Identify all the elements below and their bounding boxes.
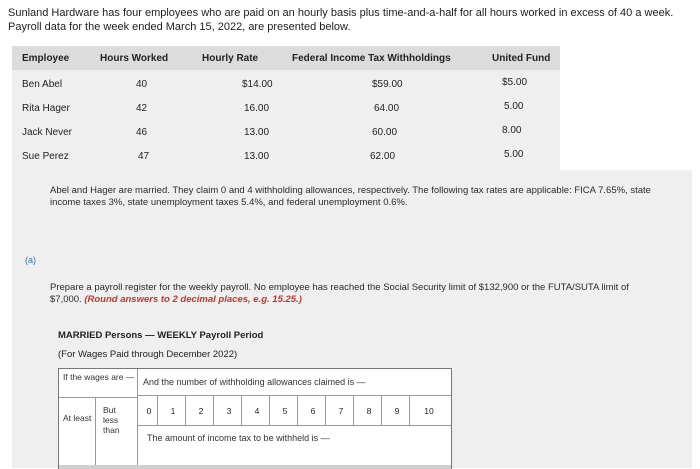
header-hourly-rate: Hourly Rate — [202, 53, 259, 64]
allowances-label: And the number of withholding allowances claimed is — — [143, 377, 366, 387]
withholding-table-subtitle: (For Wages Paid through December 2022) — [58, 349, 238, 360]
intro-text: Sunland Hardware has four employees who are paid on an hourly basis plus time-and-a-half for all hours worked in excess of 40 a week. Payroll data for the week ended March 15, 2022, are presented below. — [8, 7, 674, 33]
at-least-label: At least — [63, 413, 92, 423]
part-a-label: (a) — [25, 255, 36, 265]
row4-rate: 13.00 — [244, 151, 270, 162]
header-hours-worked: Hours Worked — [100, 53, 169, 64]
header-federal-tax: Federal Income Tax Withholdings — [292, 53, 451, 64]
if-wages-label: If the wages are — — [63, 372, 135, 382]
row3-rate: 13.00 — [244, 127, 270, 138]
instructions-body: Prepare a payroll register for the weekly payroll. No employee has reached the Social Security limit of $132,900 or the FUTA/SUTA limit of $7,000. — [50, 282, 629, 305]
allowance-col-5: 5 — [282, 406, 288, 416]
row3-hours: 46 — [136, 127, 148, 138]
row1-employee: Ben Abel — [22, 79, 63, 90]
row3-fit: 60.00 — [372, 127, 398, 138]
row1-rate: $14.00 — [242, 79, 273, 90]
row3-employee: Jack Never — [22, 127, 73, 138]
allowance-col-7: 7 — [338, 406, 344, 416]
rounding-note: (Round answers to 2 decimal places, e.g. 15.25.) — [84, 294, 302, 305]
employee-data-table — [12, 46, 560, 170]
header-united-fund: United Fund — [492, 53, 551, 64]
row1-united-fund: $5.00 — [502, 77, 528, 88]
row2-hours: 42 — [136, 103, 148, 114]
row2-fit: 64.00 — [374, 103, 400, 114]
allowance-col-8: 8 — [366, 406, 372, 416]
instructions-text — [50, 282, 650, 306]
allowance-col-9: 9 — [394, 406, 400, 416]
header-employee: Employee — [22, 53, 70, 64]
allowance-col-2: 2 — [198, 406, 204, 416]
row4-united-fund: 5.00 — [504, 149, 524, 160]
but-less-than-label: But less than — [103, 405, 120, 435]
allowance-col-4: 4 — [254, 406, 260, 416]
row4-fit: 62.00 — [370, 151, 396, 162]
allowance-col-0: 0 — [146, 406, 152, 416]
row1-hours: 40 — [136, 79, 148, 90]
allowance-col-6: 6 — [310, 406, 316, 416]
allowance-col-1: 1 — [170, 406, 176, 416]
table-row-cutoff — [59, 465, 451, 469]
allowance-col-10: 10 — [424, 406, 434, 416]
withholding-table — [58, 368, 452, 469]
withholding-table-title: MARRIED Persons — WEEKLY Payroll Period — [58, 330, 264, 341]
employee-table-header — [12, 46, 560, 70]
row4-employee: Sue Perez — [22, 151, 69, 162]
row2-rate: 16.00 — [244, 103, 270, 114]
row2-united-fund: 5.00 — [504, 101, 524, 112]
row2-employee: Rita Hager — [22, 103, 70, 114]
row3-united-fund: 8.00 — [502, 125, 522, 136]
allowance-col-3: 3 — [226, 406, 232, 416]
row1-fit: $59.00 — [372, 79, 403, 90]
amount-withheld-label: The amount of income tax to be withheld is — — [147, 433, 330, 443]
row4-hours: 47 — [138, 151, 150, 162]
assumptions-text: Abel and Hager are married. They claim 0 and 4 withholding allowances, respectively. The following tax rates are applicable: FICA 7.65%, state income taxes 3%, state unemployment taxes 5.4%, and federal unemployment 0.6%. — [50, 185, 651, 208]
